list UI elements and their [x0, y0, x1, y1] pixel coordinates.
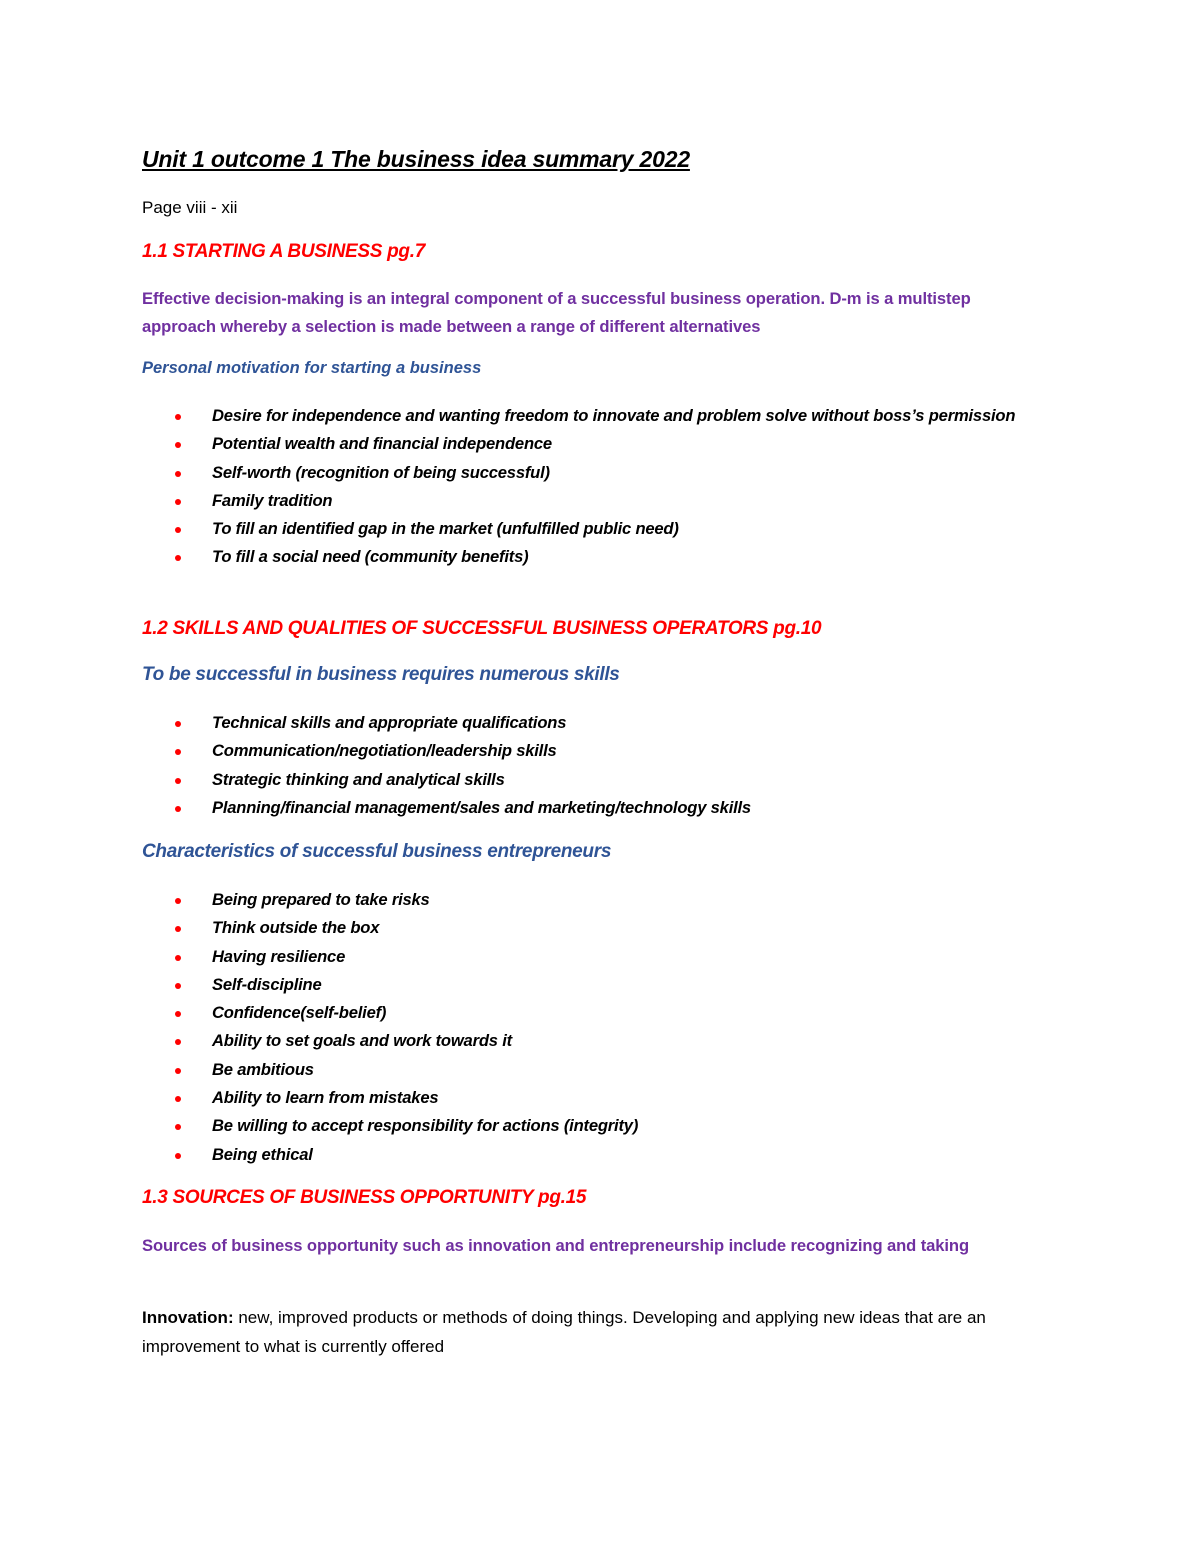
bullet-icon [175, 983, 181, 989]
section-heading-sources-of-opportunity: 1.3 SOURCES OF BUSINESS OPPORTUNITY pg.15 [142, 1187, 587, 1208]
list-item: Being prepared to take risks [142, 886, 1042, 914]
bullet-icon [175, 898, 181, 904]
list-item: To fill an identified gap in the market (unfulfilled public need) [142, 515, 1042, 543]
list-item: Ability to learn from mistakes [142, 1084, 1042, 1112]
list-item: Communication/negotiation/leadership skills [142, 737, 1042, 765]
sources-intro-paragraph: Sources of business opportunity such as innovation and entrepreneurship include recognizing and taking [142, 1236, 969, 1255]
list-item: Confidence(self-belief) [142, 999, 1042, 1027]
bullet-icon [175, 414, 181, 420]
section-heading-skills-and-qualities: 1.2 SKILLS AND QUALITIES OF SUCCESSFUL BUSINESS OPERATORS pg.10 [142, 618, 822, 639]
list-item: To fill a social need (community benefits) [142, 543, 1042, 571]
bullet-icon [175, 955, 181, 961]
list-item: Family tradition [142, 487, 1042, 515]
document-title: Unit 1 outcome 1 The business idea summary 2022 [142, 146, 690, 172]
bullet-icon [175, 806, 181, 812]
bullet-icon [175, 442, 181, 448]
innovation-definition: new, improved products or methods of doing things. Developing and applying new ideas that are an improvement to what is currently offered [142, 1308, 986, 1356]
skills-heading: To be successful in business requires numerous skills [142, 664, 620, 685]
bullet-icon [175, 1153, 181, 1159]
skills-list [142, 709, 1042, 822]
bullet-icon [175, 527, 181, 533]
page-range: Page viii - xii [142, 198, 238, 217]
bullet-icon [175, 499, 181, 505]
section-heading-starting-a-business: 1.1 STARTING A BUSINESS pg.7 [142, 241, 425, 262]
list-item: Ability to set goals and work towards it [142, 1027, 1042, 1055]
bullet-icon [175, 926, 181, 932]
bullet-icon [175, 778, 181, 784]
list-item: Be ambitious [142, 1056, 1042, 1084]
characteristics-list [142, 886, 1042, 1169]
list-item: Potential wealth and financial independence [142, 430, 1042, 458]
list-item: Think outside the box [142, 914, 1042, 942]
decision-making-paragraph: Effective decision-making is an integral component of a successful business operation. D-m is a multistep approach whereby a selection is made between a range of different alternatives [142, 289, 971, 336]
bullet-icon [175, 721, 181, 727]
bullet-icon [175, 1096, 181, 1102]
motivation-list [142, 402, 1042, 572]
list-item: Strategic thinking and analytical skills [142, 766, 1042, 794]
innovation-term: Innovation: [142, 1308, 234, 1327]
list-item: Being ethical [142, 1141, 1042, 1169]
bullet-icon [175, 1124, 181, 1130]
list-item: Planning/financial management/sales and marketing/technology skills [142, 794, 1042, 822]
bullet-icon [175, 1068, 181, 1074]
list-item: Having resilience [142, 943, 1042, 971]
list-item: Technical skills and appropriate qualifications [142, 709, 1042, 737]
bullet-icon [175, 471, 181, 477]
innovation-paragraph [142, 1303, 1042, 1361]
list-item: Desire for independence and wanting freedom to innovate and problem solve without boss’s permission [142, 402, 1042, 430]
bullet-icon [175, 1011, 181, 1017]
personal-motivation-heading: Personal motivation for starting a business [142, 359, 482, 377]
list-item: Self-worth (recognition of being successful) [142, 459, 1042, 487]
bullet-icon [175, 555, 181, 561]
list-item: Self-discipline [142, 971, 1042, 999]
bullet-icon [175, 1039, 181, 1045]
characteristics-heading: Characteristics of successful business entrepreneurs [142, 841, 612, 862]
list-item: Be willing to accept responsibility for actions (integrity) [142, 1112, 1042, 1140]
bullet-icon [175, 749, 181, 755]
